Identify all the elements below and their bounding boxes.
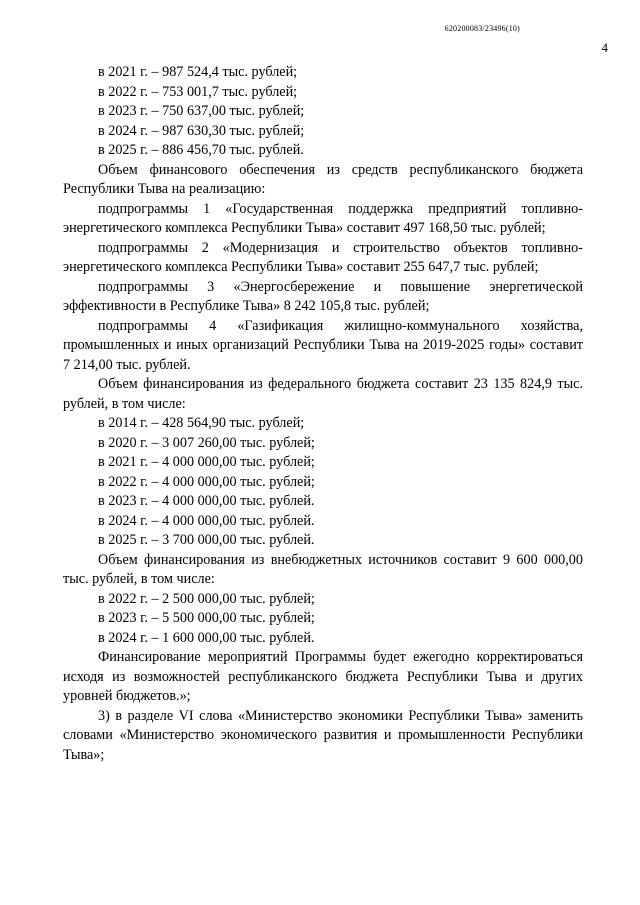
paragraph: Финансирование мероприятий Программы будет ежегодно корректироваться исходя из возможностей республиканского бюджета Республики Тыва и других уровней бюджетов.»; bbox=[63, 649, 583, 704]
list-item: в 2025 г. – 3 700 000,00 тыс. рублей. bbox=[98, 532, 315, 548]
list-item: в 2023 г. – 750 637,00 тыс. рублей; bbox=[98, 103, 305, 119]
list-item: в 2022 г. – 4 000 000,00 тыс. рублей; bbox=[98, 473, 315, 490]
list-item: в 2023 г. – 5 500 000,00 тыс. рублей; bbox=[98, 610, 315, 626]
paragraph: Объем финансирования из федерального бюджета составит 23 135 824,9 тыс. рублей, в том числе: bbox=[63, 376, 583, 412]
list-item: в 2022 г. – 753 001,7 тыс. рублей; bbox=[98, 83, 298, 100]
document-code: 620200083/23496(10) bbox=[444, 24, 520, 33]
paragraph: подпрограммы 2 «Модернизация и строительство объектов топливно-энергетического комплекса Республики Тыва» составит 255 647,7 тыс. рублей; bbox=[63, 239, 583, 275]
list-item: в 2023 г. – 4 000 000,00 тыс. рублей. bbox=[98, 493, 315, 509]
paragraph: Объем финансирования из внебюджетных источников составит 9 600 000,00 тыс. рублей, в том числе: bbox=[63, 551, 583, 587]
list-item: в 2014 г. – 428 564,90 тыс. рублей; bbox=[98, 415, 305, 431]
list-item: в 2020 г. – 3 007 260,00 тыс. рублей; bbox=[98, 434, 315, 451]
paragraph: подпрограммы 3 «Энергосбережение и повышение энергетической эффективности в Республике Тыва» 8 242 105,8 тыс. рублей; bbox=[63, 278, 583, 314]
paragraph: подпрограммы 4 «Газификация жилищно-коммунального хозяйства, промышленных и иных организаций Республики Тыва на 2019-2025 годы» составит 7 214,00 тыс. рублей. bbox=[63, 317, 583, 373]
page-number: 4 bbox=[601, 40, 608, 55]
paragraph: 3) в разделе VI слова «Министерство экономики Республики Тыва» заменить словами «Министерство экономического развития и промышленности Республики Тыва»; bbox=[63, 707, 583, 763]
list-item: в 2021 г. – 4 000 000,00 тыс. рублей; bbox=[98, 454, 315, 470]
list-item: в 2024 г. – 4 000 000,00 тыс. рублей. bbox=[98, 512, 315, 529]
paragraph: Объем финансового обеспечения из средств республиканского бюджета Республики Тыва на реализацию: bbox=[63, 161, 583, 197]
list-item: в 2024 г. – 987 630,30 тыс. рублей; bbox=[98, 122, 305, 139]
list-item: в 2021 г. – 987 524,4 тыс. рублей; bbox=[98, 64, 298, 80]
paragraph: подпрограммы 1 «Государственная поддержка предприятий топливно-энергетического комплекса Республики Тыва» составит 497 168,50 тыс. рублей; bbox=[63, 200, 583, 236]
list-item: в 2022 г. – 2 500 000,00 тыс. рублей; bbox=[98, 590, 315, 607]
list-item: в 2024 г. – 1 600 000,00 тыс. рублей. bbox=[98, 629, 315, 646]
list-item: в 2025 г. – 886 456,70 тыс. рублей. bbox=[98, 142, 304, 158]
document-body bbox=[63, 63, 583, 765]
